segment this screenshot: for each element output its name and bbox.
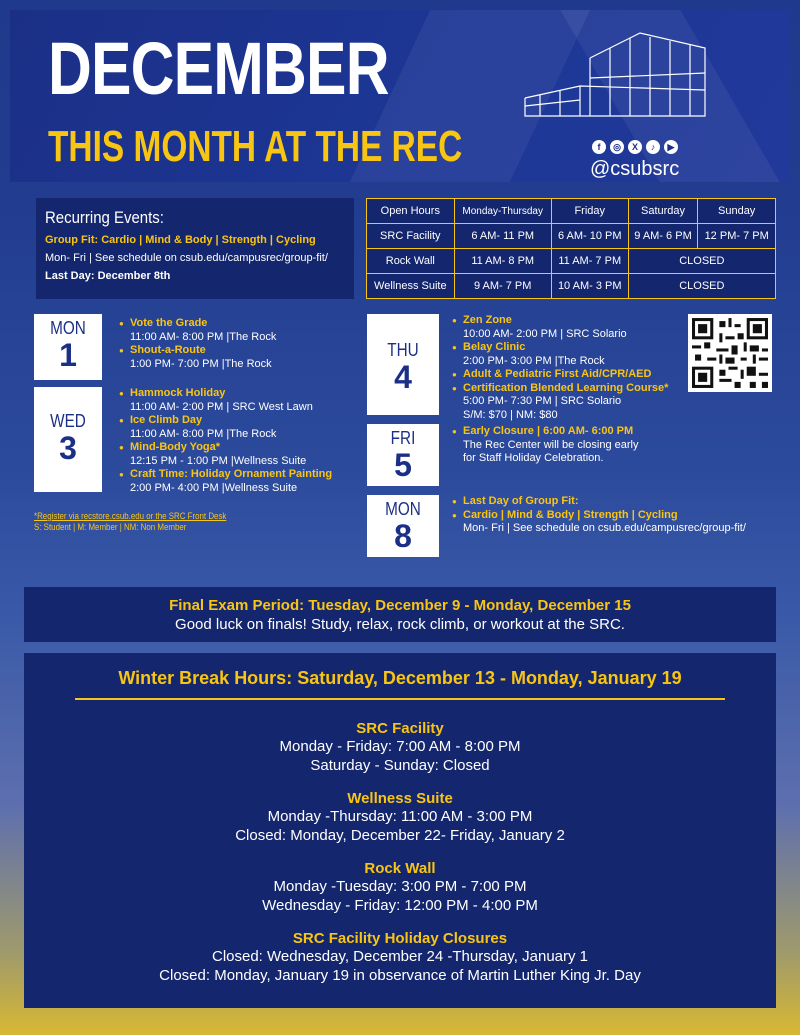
final-exam-title: Final Exam Period: Tuesday, December 9 - Monday, December 15 <box>169 597 631 614</box>
qr-code-icon <box>692 318 768 388</box>
table-cell: Rock Wall <box>367 249 455 274</box>
page-subtitle: THIS MONTH AT THE REC <box>48 122 463 171</box>
event-detail: for Staff Holiday Celebration. <box>463 452 604 464</box>
event-title: ● Ice Climb Day <box>130 414 332 428</box>
winter-section-rockwall <box>24 860 776 915</box>
section-line: Closed: Wednesday, December 24 -Thursday, January 1 <box>211 948 589 965</box>
table-header: Saturday <box>628 199 698 224</box>
event-detail: Mon- Fri | See schedule on csub.edu/campusrec/group-fit/ <box>463 522 746 534</box>
day-number: 1 <box>59 337 77 373</box>
open-hours-table <box>366 198 776 299</box>
recurring-classes: Group Fit: Cardio | Mind & Body | Strength | Cycling <box>45 234 316 246</box>
section-line: Closed: Monday, December 22- Friday, January 2 <box>235 827 565 844</box>
event-detail: 11:00 AM- 8:00 PM |The Rock <box>130 330 277 343</box>
table-cell: SRC Facility <box>367 224 455 249</box>
table-cell: 11 AM- 7 PM <box>551 249 628 274</box>
event-title: ● Vote the Grade <box>130 317 276 331</box>
tiktok-icon[interactable]: ♪ <box>646 140 660 154</box>
table-cell: 9 AM- 6 PM <box>628 224 698 249</box>
winter-break-box <box>24 653 776 1008</box>
event-title: ● Zen Zone <box>463 314 668 328</box>
social-handle: @csubsrc <box>590 158 680 180</box>
table-row <box>367 224 776 249</box>
page-title: DECEMBER <box>48 27 389 110</box>
building-icon <box>520 28 710 118</box>
event-detail: 2:00 PM- 3:00 PM |The Rock <box>463 354 605 367</box>
table-cell: CLOSED <box>628 274 775 299</box>
instagram-icon[interactable]: ◎ <box>610 140 624 154</box>
final-exam-banner <box>24 587 776 642</box>
day-number: 3 <box>59 430 77 466</box>
section-heading: SRC Facility <box>356 720 444 737</box>
qr-code[interactable] <box>688 314 772 392</box>
date-card-wed-3 <box>34 387 102 492</box>
final-exam-message: Good luck on finals! Study, relax, rock climb, or workout at the SRC. <box>175 616 625 633</box>
table-row <box>367 249 776 274</box>
section-line: Wednesday - Friday: 12:00 PM - 4:00 PM <box>262 897 538 914</box>
date-card-fri-5 <box>367 424 439 486</box>
section-line: Saturday - Sunday: Closed <box>310 757 490 774</box>
day-number: 8 <box>394 518 412 554</box>
day-number: 4 <box>394 359 412 395</box>
table-cell: 11 AM- 8 PM <box>454 249 551 274</box>
date-card-thu-4 <box>367 314 439 415</box>
day-of-week: FRI <box>390 428 416 448</box>
event-detail: 11:00 AM- 2:00 PM | SRC West Lawn <box>130 400 313 413</box>
events-mon-8 <box>463 495 746 536</box>
event-title: ● Craft Time: Holiday Ornament Painting <box>130 468 332 482</box>
day-of-week: MON <box>50 318 86 338</box>
registration-note <box>34 511 226 533</box>
table-cell: 6 AM- 10 PM <box>551 224 628 249</box>
event-detail: 10:00 AM- 2:00 PM | SRC Solario <box>463 327 627 340</box>
event-detail: 1:00 PM- 7:00 PM |The Rock <box>130 357 272 370</box>
header-banner <box>10 10 790 182</box>
event-detail: The Rec Center will be closing early <box>463 438 639 451</box>
event-title: ● Belay Clinic <box>463 341 668 355</box>
day-of-week: THU <box>387 340 419 360</box>
recurring-events-box <box>36 198 354 299</box>
table-cell: 6 AM- 11 PM <box>454 224 551 249</box>
member-legend: S: Student | M: Member | NM: Non Member <box>34 522 187 532</box>
event-title-cont: ● Cardio | Mind & Body | Strength | Cycling <box>463 509 746 523</box>
table-header: Friday <box>551 199 628 224</box>
table-header: Open Hours <box>367 199 455 224</box>
section-heading: SRC Facility Holiday Closures <box>292 930 508 947</box>
youtube-icon[interactable]: ▶ <box>664 140 678 154</box>
day-number: 5 <box>394 447 412 483</box>
events-fri-5 <box>463 425 638 466</box>
event-title: ● Hammock Holiday <box>130 387 332 401</box>
recurring-schedule: Mon- Fri | See schedule on csub.edu/campusrec/group-fit/ <box>45 252 328 264</box>
section-line: Monday - Friday: 7:00 AM - 8:00 PM <box>279 738 521 755</box>
section-heading: Wellness Suite <box>347 790 453 807</box>
event-title: ● Mind-Body Yoga* <box>130 441 332 455</box>
event-title: ● Early Closure | 6:00 AM- 6:00 PM <box>463 425 638 439</box>
table-cell: 12 PM- 7 PM <box>698 224 776 249</box>
x-icon[interactable]: X <box>628 140 642 154</box>
event-detail: 2:00 PM- 4:00 PM |Wellness Suite <box>130 481 298 494</box>
section-heading: Rock Wall <box>364 860 436 877</box>
table-cell: Wellness Suite <box>367 274 455 299</box>
events-mon-1 <box>130 317 276 371</box>
table-cell: 9 AM- 7 PM <box>454 274 551 299</box>
event-title: ● Last Day of Group Fit: <box>463 495 746 509</box>
table-row <box>367 274 776 299</box>
winter-section-src <box>24 720 776 775</box>
winter-break-title: Winter Break Hours: Saturday, December 13 - Monday, January 19 <box>118 668 682 688</box>
date-card-mon-1 <box>34 314 102 380</box>
event-title: ● Adult & Pediatric First Aid/CPR/AED <box>463 368 668 382</box>
section-line: Monday -Tuesday: 3:00 PM - 7:00 PM <box>273 878 527 895</box>
event-detail: 11:00 AM- 8:00 PM |The Rock <box>130 427 277 440</box>
registration-link[interactable]: *Register via recstore.csub.edu or the SRC Front Desk <box>34 511 227 521</box>
day-of-week: WED <box>50 411 86 431</box>
event-title-cont: ● Certification Blended Learning Course* <box>463 382 668 396</box>
event-detail: S/M: $70 | NM: $80 <box>463 408 558 421</box>
events-wed-3 <box>130 387 332 495</box>
events-thu-4 <box>463 314 668 422</box>
social-icons <box>592 140 678 154</box>
recurring-last-day: Last Day: December 8th <box>45 270 171 282</box>
event-title: ● Shout-a-Route <box>130 344 276 358</box>
recurring-heading: Recurring Events: <box>45 208 164 227</box>
section-line: Closed: Monday, January 19 in observance of Martin Luther King Jr. Day <box>159 967 641 984</box>
facebook-icon[interactable]: f <box>592 140 606 154</box>
table-header: Sunday <box>698 199 776 224</box>
table-cell: CLOSED <box>628 249 775 274</box>
day-of-week: MON <box>385 499 421 519</box>
event-detail: 5:00 PM- 7:30 PM | SRC Solario <box>463 395 622 407</box>
section-line: Monday -Thursday: 11:00 AM - 3:00 PM <box>267 808 533 825</box>
winter-section-closures <box>24 930 776 985</box>
divider <box>75 698 725 700</box>
table-header-row <box>367 199 776 224</box>
table-header: Monday-Thursday <box>454 199 551 224</box>
winter-section-wellness <box>24 790 776 845</box>
date-card-mon-8 <box>367 495 439 557</box>
event-detail: 12:15 PM - 1:00 PM |Wellness Suite <box>130 454 307 467</box>
table-cell: 10 AM- 3 PM <box>551 274 628 299</box>
